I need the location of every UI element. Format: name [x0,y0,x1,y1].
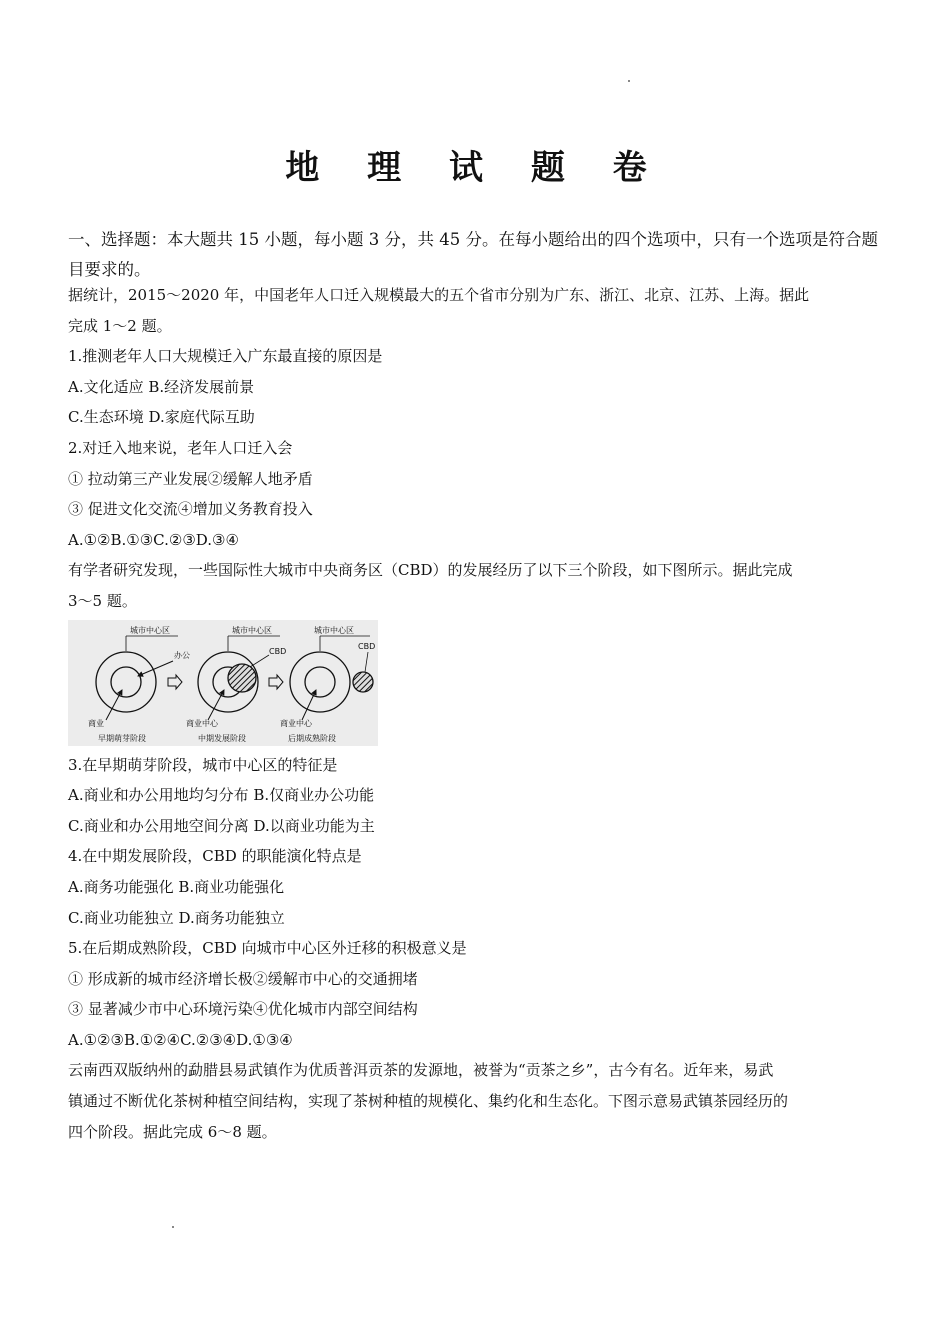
material-3-line-2: 镇通过不断优化茶树种植空间结构，实现了茶树种植的规模化、集约化和生态化。下图示意易武镇茶园经历的 [68,1092,789,1111]
stage-late [280,625,375,743]
q3-options-ab: A.商业和办公用地均匀分布 B.仅商业办公功能 [68,786,375,805]
stage1-office-label: 办公 [174,650,190,660]
material-3-line-1: 云南西双版纳州的勐腊县易武镇作为优质普洱贡茶的发源地，被誉为“贡茶之乡”，古今有名。近年来，易武 [68,1061,774,1080]
q5-items-34: ③ 显著减少市中心环境污染④优化城市内部空间结构 [68,1000,418,1019]
q4-options-ab: A.商务功能强化 B.商业功能强化 [68,877,285,896]
stage3-caption: 后期成熟阶段 [288,733,336,743]
material-2-line-2: 3～5 题。 [68,591,137,610]
stage2-top-label: 城市中心区 [232,625,272,635]
q1-options-cd: C.生态环境 D.家庭代际互助 [68,408,255,427]
material-3-line-3: 四个阶段。据此完成 6～8 题。 [68,1122,277,1141]
cbd-zone [228,664,256,692]
q2-options: A.①②B.①③C.②③D.③④ [68,530,239,549]
stage-early [88,625,190,743]
stage3-cbd-label: CBD [358,641,376,651]
stage-middle [186,625,286,743]
material-1-line-2: 完成 1～2 题。 [68,316,172,335]
q2-stem: 2.对迁入地来说，老年人口迁入会 [68,438,293,457]
question-content [68,280,888,1147]
page-title: 地 理 试 题 卷 [285,148,665,188]
q5-options: A.①②③B.①②④C.②③④D.①③④ [68,1030,293,1049]
commerce-core [305,667,335,697]
stage1-top-label: 城市中心区 [130,625,170,635]
city-center-ring [290,652,350,712]
q1-stem: 1.推测老年人口大规模迁入广东最直接的原因是 [68,347,383,366]
commerce-core [111,667,141,697]
cbd-stages-diagram [68,620,378,746]
stage1-commerce-label: 商业 [88,718,104,728]
q3-stem: 3.在早期萌芽阶段，城市中心区的特征是 [68,755,338,774]
material-1-line-1: 据统计，2015～2020 年，中国老年人口迁入规模最大的五个省市分别为广东、浙江、北京、江苏、上海。据此 [68,286,810,304]
stage-arrow-icon [168,675,182,689]
q1-options-ab: A.文化适应 B.经济发展前景 [68,377,255,396]
section-heading: 一、选择题：本大题共 15 小题，每小题 3 分，共 45 分。在每小题给出的四个选项中，只有一个选项是符合题目要求的。 [68,230,878,279]
scan-dot [628,80,630,82]
stage3-top-label: 城市中心区 [314,625,354,635]
q4-stem: 4.在中期发展阶段，CBD 的职能演化特点是 [68,847,362,866]
stage-arrow-icon [269,675,283,689]
q2-items-34: ③ 促进文化交流④增加义务教育投入 [68,500,313,519]
relocated-cbd [353,672,373,692]
stage2-cbd-label: CBD [269,646,287,656]
q2-items-12: ① 拉动第三产业发展②缓解人地矛盾 [68,469,313,488]
stage2-commerce-label: 商业中心 [186,718,218,728]
stage3-commerce-label: 商业中心 [280,718,312,728]
scan-dot [172,1226,174,1228]
q4-options-cd: C.商业功能独立 D.商务功能独立 [68,908,285,927]
q5-items-12: ① 形成新的城市经济增长极②缓解市中心的交通拥堵 [68,969,418,988]
material-2-line-1: 有学者研究发现，一些国际性大城市中央商务区（CBD）的发展经历了以下三个阶段，如下图所示。据此完成 [68,561,793,580]
city-center-ring [96,652,156,712]
stage1-caption: 早期萌芽阶段 [98,733,146,743]
stage2-caption: 中期发展阶段 [198,733,246,743]
q3-options-cd: C.商业和办公用地空间分离 D.以商业功能为主 [68,816,375,835]
cbd-stages-figure [68,620,378,746]
q5-stem: 5.在后期成熟阶段，CBD 向城市中心区外迁移的积极意义是 [68,939,467,958]
